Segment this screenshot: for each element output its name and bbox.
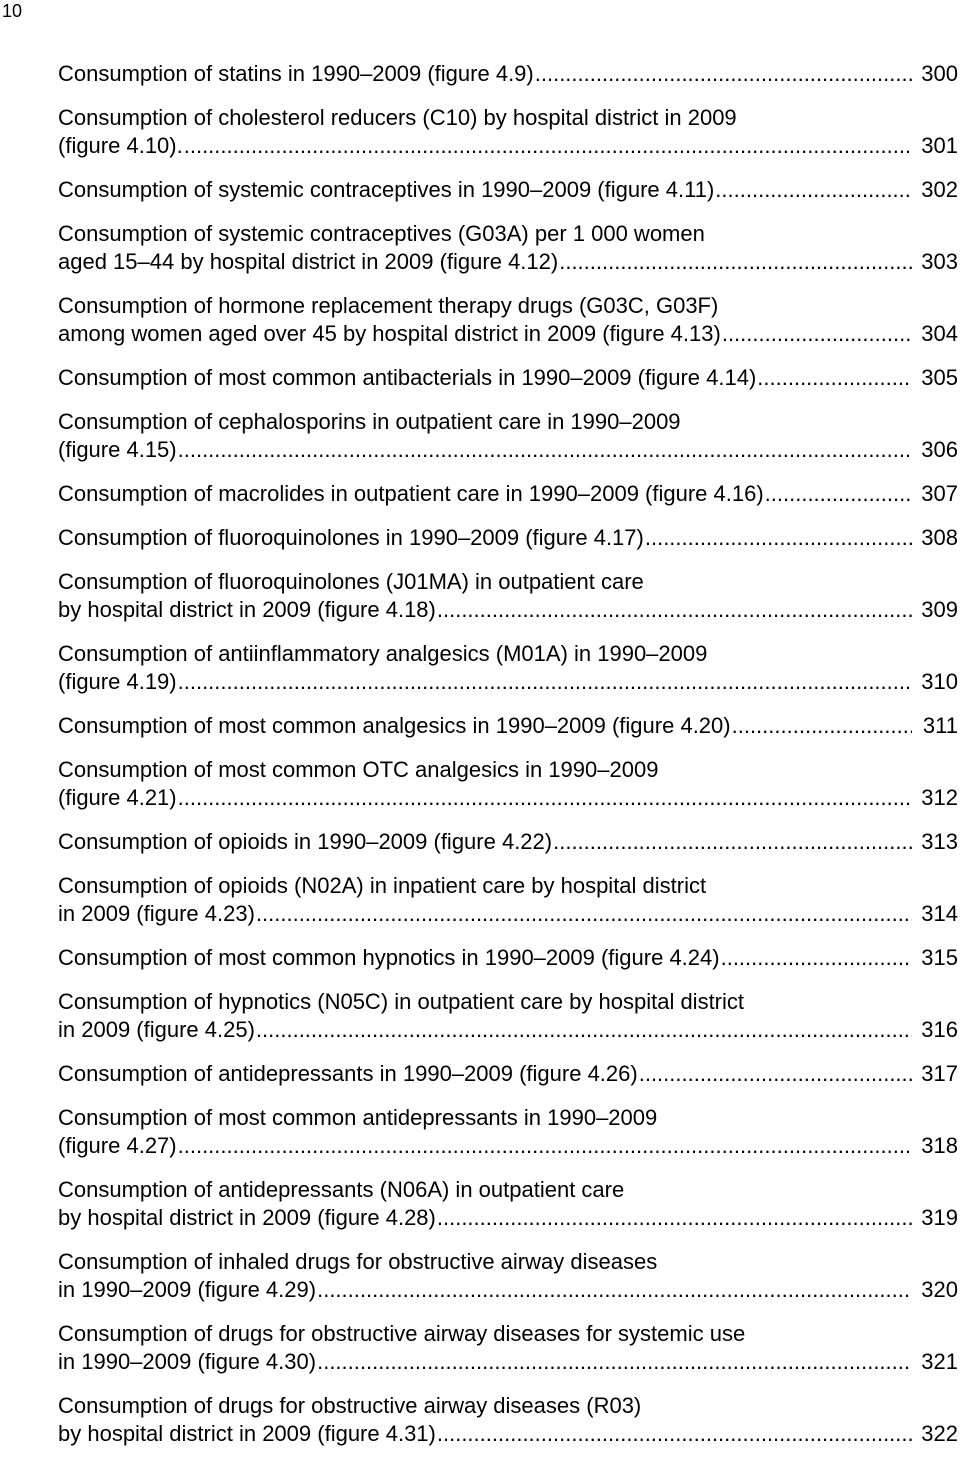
toc-page-number: 309	[921, 597, 958, 622]
toc-entry-last-line	[58, 900, 958, 928]
dot-leader	[722, 320, 912, 348]
toc-entry-last-line	[58, 1204, 958, 1232]
dot-leader	[317, 1348, 912, 1376]
toc-entry-title-line: (figure 4.15)	[58, 437, 177, 462]
toc-page-number: 312	[921, 785, 958, 810]
toc-page-number: 318	[921, 1133, 958, 1158]
toc-page-number: 307	[921, 481, 958, 506]
toc-page-number: 319	[921, 1205, 958, 1230]
toc-entry-title-line: Consumption of drugs for obstructive airway diseases for systemic use	[58, 1321, 746, 1346]
toc-page-number: 311	[922, 713, 958, 738]
toc-entry-last-line	[58, 828, 958, 856]
toc-entry[interactable]	[58, 1060, 958, 1088]
dot-leader	[765, 480, 912, 508]
toc-entry-title-line: in 1990–2009 (figure 4.30)	[58, 1349, 317, 1374]
toc-entry-last-line	[58, 1016, 958, 1044]
toc-entry-title-line: Consumption of fluoroquinolones in 1990–2009 (figure 4.17)	[58, 525, 644, 550]
toc-entry-last-line	[58, 436, 958, 464]
dot-leader	[178, 1132, 912, 1160]
dot-leader	[553, 828, 912, 856]
toc-entry-last-line	[58, 320, 958, 348]
toc-entry-title-line: Consumption of most common OTC analgesics in 1990–2009	[58, 757, 659, 782]
toc-page-number: 316	[921, 1017, 958, 1042]
dot-leader	[645, 524, 912, 552]
dot-leader	[437, 1420, 912, 1448]
toc-entry-last-line	[58, 944, 958, 972]
toc-entry[interactable]	[58, 292, 958, 348]
toc-entry-title-line: Consumption of antiinflammatory analgesics (M01A) in 1990–2009	[58, 641, 708, 666]
toc-page-number: 305	[921, 365, 958, 390]
toc-entry[interactable]	[58, 640, 958, 696]
toc-entry-last-line	[58, 480, 958, 508]
toc-entry[interactable]	[58, 1104, 958, 1160]
toc-entry-title-line: Consumption of most common hypnotics in 1990–2009 (figure 4.24)	[58, 945, 720, 970]
dot-leader	[437, 1204, 912, 1232]
toc-entry-title-line: Consumption of inhaled drugs for obstructive airway diseases	[58, 1249, 658, 1274]
toc-entry-last-line	[58, 60, 958, 88]
toc-entry-last-line	[58, 132, 958, 160]
toc-entry[interactable]	[58, 1176, 958, 1232]
toc-entry-title-line: Consumption of hypnotics (N05C) in outpatient care by hospital district	[58, 989, 745, 1014]
toc-entry[interactable]	[58, 220, 958, 276]
toc-entry-title-line: Consumption of opioids in 1990–2009 (figure 4.22)	[58, 829, 553, 854]
toc-entry-title-line: by hospital district in 2009 (figure 4.31)	[58, 1421, 436, 1446]
toc-entry-title-line: Consumption of most common antibacterials in 1990–2009 (figure 4.14)	[58, 365, 757, 390]
toc-entry[interactable]	[58, 712, 958, 740]
toc-entry-title-line: in 2009 (figure 4.25)	[58, 1017, 255, 1042]
toc-entry[interactable]	[58, 176, 958, 204]
toc-page-number: 317	[921, 1061, 958, 1086]
toc-entry-title-line: aged 15–44 by hospital district in 2009 (figure 4.12)	[58, 249, 559, 274]
dot-leader	[757, 364, 912, 392]
toc-entry-title-line: (figure 4.10).	[58, 133, 183, 158]
toc-page-number: 322	[921, 1421, 958, 1446]
toc-entry-title-line: (figure 4.21)	[58, 785, 177, 810]
toc-page-number: 313	[921, 829, 958, 854]
toc-entry-last-line	[58, 1132, 958, 1160]
toc-page-number: 320	[921, 1277, 958, 1302]
toc-entry-title-line: in 2009 (figure 4.23)	[58, 901, 255, 926]
dot-leader	[715, 176, 912, 204]
toc-entry-last-line	[58, 668, 958, 696]
toc-entry[interactable]	[58, 1248, 958, 1304]
toc-entry-title-line: Consumption of antidepressants (N06A) in outpatient care	[58, 1177, 625, 1202]
toc-entry-title-line: in 1990–2009 (figure 4.29)	[58, 1277, 317, 1302]
toc-page-number: 315	[921, 945, 958, 970]
toc-entry-last-line	[58, 712, 958, 740]
toc-entry[interactable]	[58, 988, 958, 1044]
toc-entry[interactable]	[58, 60, 958, 88]
toc-page-number: 303	[921, 249, 958, 274]
dot-leader	[732, 712, 912, 740]
toc-entry-title-line: Consumption of antidepressants in 1990–2009 (figure 4.26)	[58, 1061, 638, 1086]
toc-entry-last-line	[58, 248, 958, 276]
toc-page-number: 302	[921, 177, 958, 202]
dot-leader	[721, 944, 912, 972]
toc-entry-title-line: (figure 4.27)	[58, 1133, 177, 1158]
toc-entry-title-line: Consumption of cholesterol reducers (C10) by hospital district in 2009	[58, 105, 737, 130]
toc-entry-title-line: Consumption of most common analgesics in 1990–2009 (figure 4.20)	[58, 713, 731, 738]
toc-entry[interactable]	[58, 568, 958, 624]
toc-page-number: 308	[921, 525, 958, 550]
toc-entry-last-line	[58, 176, 958, 204]
toc-entry[interactable]	[58, 408, 958, 464]
toc-entry-last-line	[58, 784, 958, 812]
toc-page-number: 304	[921, 321, 958, 346]
toc-page-number: 300	[921, 61, 958, 86]
dot-leader	[178, 436, 912, 464]
toc-entry-last-line	[58, 524, 958, 552]
toc-entry-title-line: by hospital district in 2009 (figure 4.28)	[58, 1205, 436, 1230]
dot-leader	[178, 668, 912, 696]
toc-entry[interactable]	[58, 872, 958, 928]
dot-leader	[437, 596, 912, 624]
dot-leader	[535, 60, 912, 88]
toc-page-number: 321	[921, 1349, 958, 1374]
toc-entry-title-line: Consumption of drugs for obstructive airway diseases (R03)	[58, 1393, 642, 1418]
toc-entry-last-line	[58, 1276, 958, 1304]
toc-entry[interactable]	[58, 524, 958, 552]
dot-leader	[256, 1016, 912, 1044]
toc-entry[interactable]	[58, 1320, 958, 1376]
dot-leader	[178, 784, 912, 812]
toc-entry-last-line	[58, 1348, 958, 1376]
toc-entry-last-line	[58, 1420, 958, 1448]
toc-entry-title-line: Consumption of hormone replacement therapy drugs (G03C, G03F)	[58, 293, 719, 318]
toc-entry[interactable]	[58, 364, 958, 392]
toc-entry[interactable]	[58, 1392, 958, 1448]
toc-entry-title-line: by hospital district in 2009 (figure 4.18)	[58, 597, 436, 622]
toc-entry-last-line	[58, 596, 958, 624]
dot-leader	[184, 132, 912, 160]
toc-page-number: 306	[921, 437, 958, 462]
toc-entry-title-line: Consumption of macrolides in outpatient care in 1990–2009 (figure 4.16)	[58, 481, 764, 506]
toc-entry-title-line: Consumption of fluoroquinolones (J01MA) in outpatient care	[58, 569, 644, 594]
toc-page-number: 301	[921, 133, 958, 158]
page-number: 10	[2, 1, 23, 21]
toc-entry-title-line: Consumption of opioids (N02A) in inpatient care by hospital district	[58, 873, 707, 898]
toc-entry[interactable]	[58, 480, 958, 508]
dot-leader	[639, 1060, 912, 1088]
toc-entry-last-line	[58, 1060, 958, 1088]
dot-leader	[559, 248, 912, 276]
dot-leader	[256, 900, 912, 928]
toc-page-number: 310	[921, 669, 958, 694]
table-of-contents	[58, 60, 958, 1464]
toc-entry[interactable]	[58, 828, 958, 856]
toc-entry-title-line: Consumption of most common antidepressants in 1990–2009	[58, 1105, 658, 1130]
toc-entry-title-line: Consumption of statins in 1990–2009 (figure 4.9)	[58, 61, 534, 86]
toc-entry-title-line: Consumption of systemic contraceptives in 1990–2009 (figure 4.11)	[58, 177, 715, 202]
toc-entry-title-line: Consumption of systemic contraceptives (G03A) per 1 000 women	[58, 221, 705, 246]
toc-entry[interactable]	[58, 756, 958, 812]
toc-entry[interactable]	[58, 944, 958, 972]
toc-entry-title-line: Consumption of cephalosporins in outpatient care in 1990–2009	[58, 409, 681, 434]
toc-entry-title-line: (figure 4.19)	[58, 669, 177, 694]
dot-leader	[317, 1276, 912, 1304]
toc-entry[interactable]	[58, 104, 958, 160]
toc-entry-title-line: among women aged over 45 by hospital district in 2009 (figure 4.13)	[58, 321, 721, 346]
toc-entry-last-line	[58, 364, 958, 392]
toc-page-number: 314	[921, 901, 958, 926]
